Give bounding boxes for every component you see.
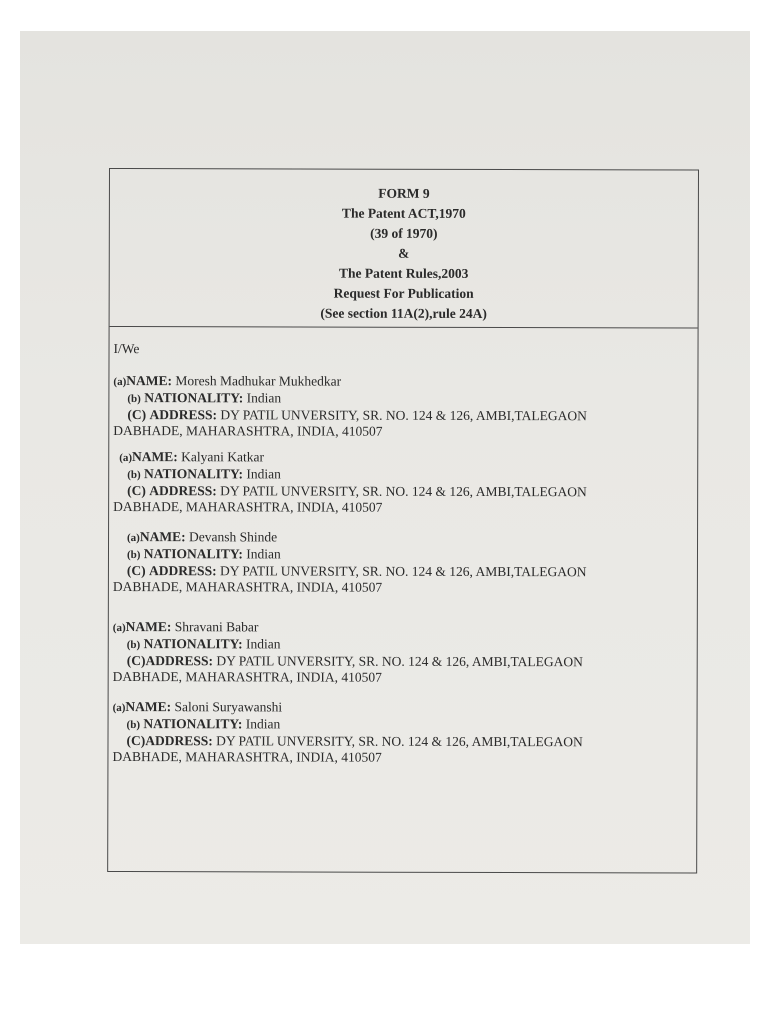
nationality-label: NATIONALITY: bbox=[144, 390, 244, 406]
name-line bbox=[113, 699, 693, 718]
applicant-address-line2: DABHADE, MAHARASHTRA, INDIA, 410507 bbox=[112, 669, 382, 685]
form-frame bbox=[107, 168, 699, 874]
applicant-address-line1: DY PATIL UNVERSITY, SR. NO. 124 & 126, AMBI,TALEGAON bbox=[220, 483, 587, 500]
name-prefix: (a) bbox=[119, 452, 133, 465]
nationality-line bbox=[113, 466, 693, 485]
rules-title: The Patent Rules,2003 bbox=[339, 265, 469, 281]
applicant-name: Moresh Madhukar Mukhedkar bbox=[175, 373, 342, 389]
address-line bbox=[112, 733, 692, 751]
address-label: ADDRESS: bbox=[149, 483, 217, 499]
applicant-address-line1: DY PATIL UNVERSITY, SR. NO. 124 & 126, AMBI,TALEGAON bbox=[219, 563, 587, 580]
form-header bbox=[110, 169, 698, 329]
applicant-nationality: Indian bbox=[246, 546, 281, 562]
nationality-line bbox=[113, 716, 693, 735]
address-label: ADDRESS: bbox=[145, 733, 213, 749]
applicant-entry bbox=[113, 529, 693, 597]
name-prefix: (a) bbox=[127, 532, 140, 545]
name-prefix: (a) bbox=[112, 622, 126, 635]
address-label: ADDRESS: bbox=[149, 407, 218, 423]
nationality-line bbox=[113, 390, 693, 409]
name-label: NAME: bbox=[125, 699, 172, 715]
applicant-address-line1: DY PATIL UNVERSITY, SR. NO. 124 & 126, AMBI,TALEGAON bbox=[220, 407, 587, 424]
nationality-prefix: (b) bbox=[126, 719, 141, 732]
applicant-nationality: Indian bbox=[245, 636, 281, 652]
name-label: NAME: bbox=[139, 529, 186, 545]
address-label: ADDRESS: bbox=[145, 653, 213, 669]
address-prefix: (C) bbox=[127, 483, 146, 499]
section-reference: (See section 11A(2),rule 24A) bbox=[320, 305, 487, 321]
nationality-label: NATIONALITY: bbox=[143, 546, 243, 562]
applicant-entry bbox=[113, 373, 693, 441]
applicant-address-line1: DY PATIL UNVERSITY, SR. NO. 124 & 126, AMBI,TALEGAON bbox=[216, 653, 583, 670]
name-prefix: (a) bbox=[112, 702, 126, 715]
applicant-address-line2: DABHADE, MAHARASHTRA, INDIA, 410507 bbox=[113, 499, 383, 515]
nationality-line bbox=[113, 636, 693, 655]
address-line bbox=[113, 563, 693, 581]
form-number: FORM 9 bbox=[378, 185, 430, 201]
applicant-entry bbox=[112, 699, 692, 767]
name-line bbox=[113, 619, 693, 638]
applicant-entry bbox=[113, 619, 693, 687]
ampersand: & bbox=[398, 245, 410, 261]
act-title: The Patent ACT,1970 bbox=[341, 205, 466, 221]
nationality-prefix: (b) bbox=[127, 469, 141, 482]
applicant-nationality: Indian bbox=[246, 390, 282, 406]
nationality-label: NATIONALITY: bbox=[143, 716, 243, 732]
name-line bbox=[113, 529, 693, 548]
name-prefix: (a) bbox=[113, 376, 127, 389]
nationality-prefix: (b) bbox=[126, 639, 141, 652]
applicant-address-line1: DY PATIL UNVERSITY, SR. NO. 124 & 126, AMBI,TALEGAON bbox=[216, 733, 583, 750]
applicant-name: Shravani Babar bbox=[174, 619, 259, 635]
address-prefix: (C) bbox=[126, 563, 146, 579]
applicant-name: Kalyani Katkar bbox=[181, 449, 265, 465]
name-label: NAME: bbox=[132, 449, 178, 465]
applicant-name: Saloni Suryawanshi bbox=[174, 699, 283, 715]
applicant-address-line2: DABHADE, MAHARASHTRA, INDIA, 410507 bbox=[113, 423, 383, 439]
address-prefix: (C) bbox=[126, 653, 146, 669]
nationality-line bbox=[113, 546, 693, 565]
act-number: (39 of 1970) bbox=[370, 225, 438, 241]
nationality-label: NATIONALITY: bbox=[143, 636, 243, 652]
document-photo bbox=[20, 31, 750, 944]
address-prefix: (C) bbox=[126, 733, 146, 749]
address-label: ADDRESS: bbox=[149, 563, 217, 579]
address-line bbox=[113, 407, 693, 425]
address-line bbox=[113, 653, 693, 671]
address-line bbox=[113, 483, 693, 501]
name-line bbox=[113, 373, 693, 392]
intro-text: I/We bbox=[113, 341, 140, 357]
name-label: NAME: bbox=[126, 373, 173, 389]
name-line bbox=[113, 449, 693, 468]
request-title: Request For Publication bbox=[333, 285, 474, 301]
applicant-address-line2: DABHADE, MAHARASHTRA, INDIA, 410507 bbox=[112, 749, 382, 765]
nationality-prefix: (b) bbox=[126, 549, 141, 562]
applicant-address-line2: DABHADE, MAHARASHTRA, INDIA, 410507 bbox=[112, 579, 383, 595]
name-label: NAME: bbox=[125, 619, 172, 635]
address-prefix: (C) bbox=[127, 407, 147, 423]
nationality-label: NATIONALITY: bbox=[144, 466, 244, 482]
applicant-nationality: Indian bbox=[246, 466, 281, 482]
nationality-prefix: (b) bbox=[127, 393, 141, 406]
applicant-nationality: Indian bbox=[245, 716, 281, 732]
applicant-name: Devansh Shinde bbox=[188, 529, 278, 545]
applicant-entry bbox=[113, 449, 693, 517]
